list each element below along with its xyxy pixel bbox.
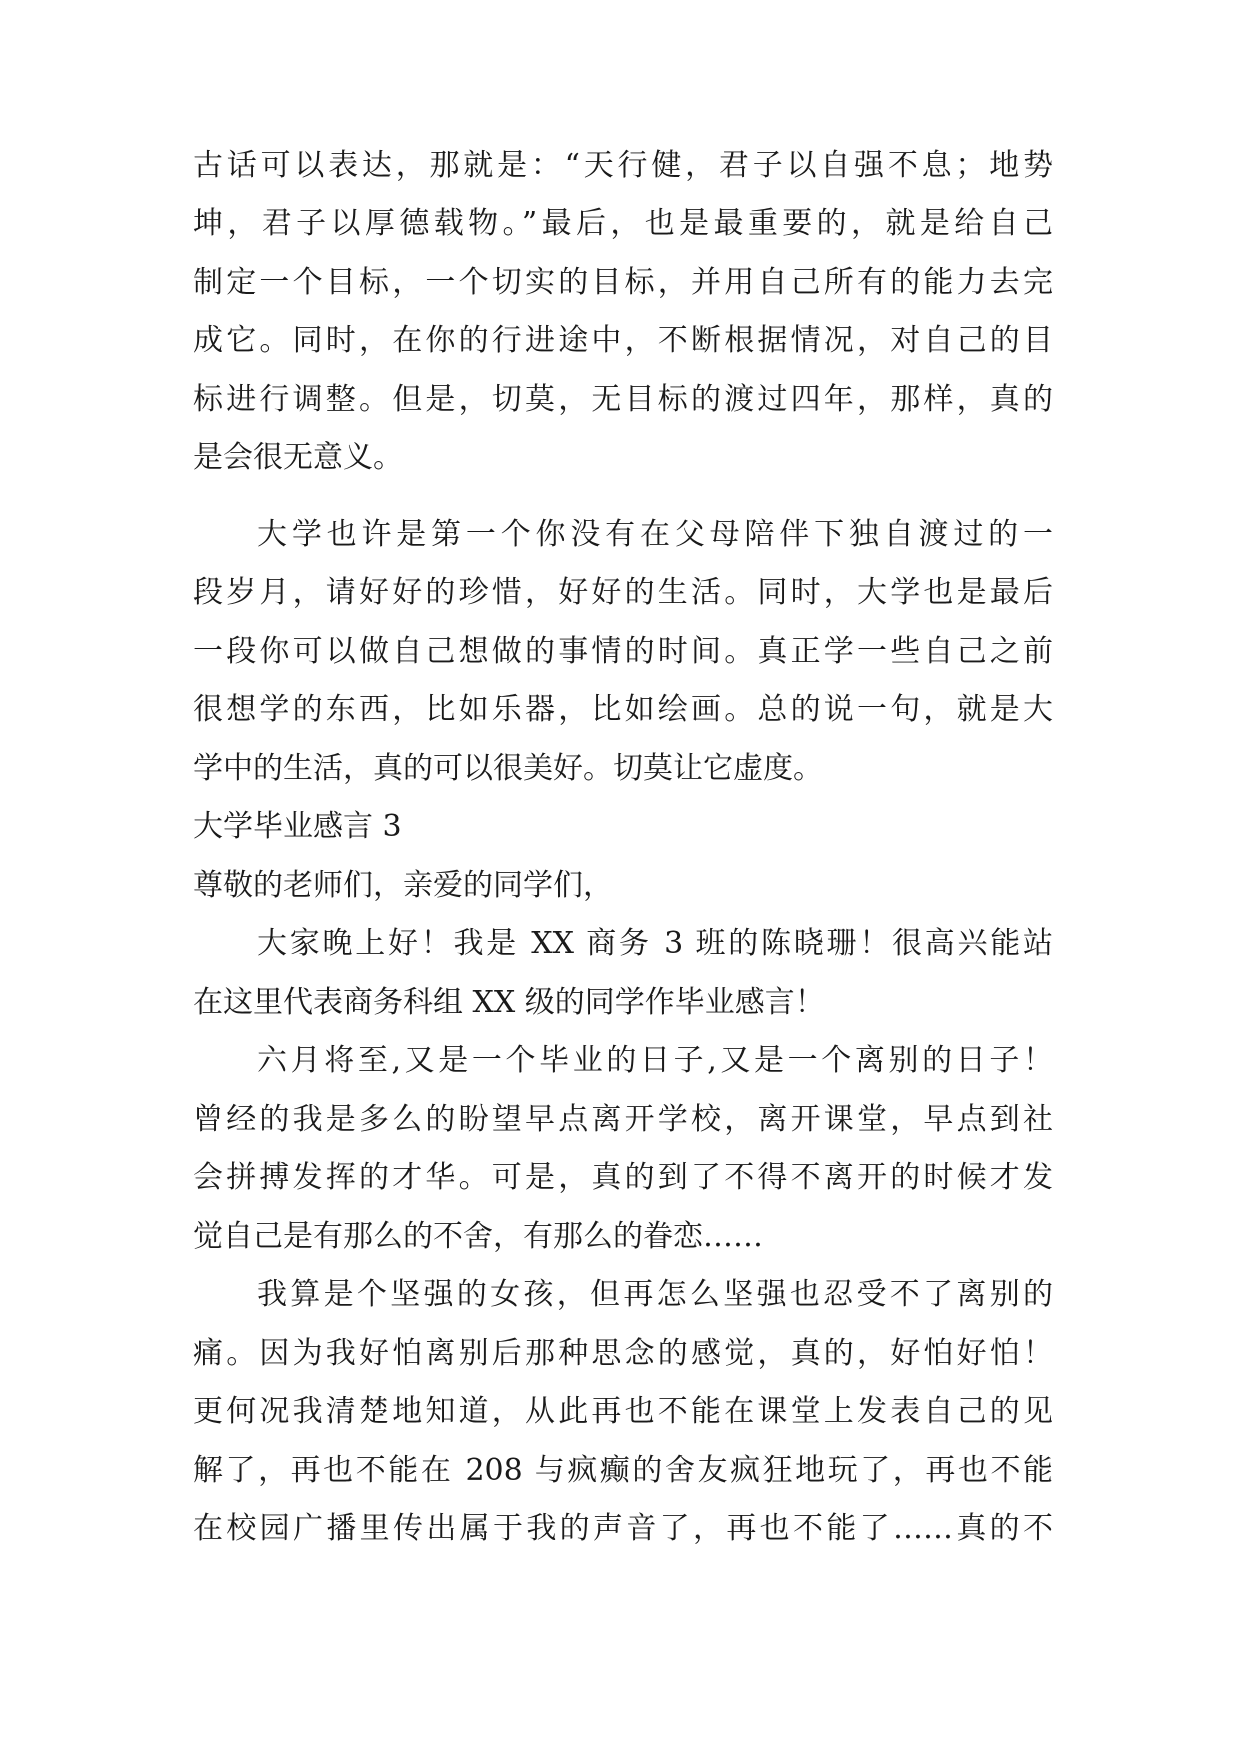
text-line: 学中的生活，真的可以很美好。切莫让它虚度。 [193,751,823,786]
text-line: 解了，再也不能在 208 与疯癫的舍友疯狂地玩了，再也不能 [193,1453,1053,1488]
text-line: 坤，君子以厚德载物。”最后，也是最重要的，就是给自己 [193,206,1053,241]
text-line: 曾经的我是多么的盼望早点离开学校，离开课堂，早点到社 [193,1102,1053,1137]
text-line: 痛。因为我好怕离别后那种思念的感觉，真的，好怕好怕！ [193,1336,1053,1371]
text-line: 在这里代表商务科组 XX 级的同学作毕业感言！ [193,985,825,1020]
text-line: 更何况我清楚地知道，从此再也不能在课堂上发表自己的见 [193,1394,1053,1429]
section-title: 大学毕业感言 3 [193,809,402,844]
text-line: 标进行调整。但是，切莫，无目标的渡过四年，那样，真的 [193,382,1053,417]
text-line: 在校园广播里传出属于我的声音了，再也不能了……真的不 [193,1511,1053,1546]
text-line: 觉自己是有那么的不舍，有那么的眷恋…… [193,1219,763,1254]
text-line: 制定一个目标，一个切实的目标，并用自己所有的能力去完 [193,265,1053,300]
text-line: 一段你可以做自己想做的事情的时间。真正学一些自己之前 [193,634,1053,669]
text-line: 我算是个坚强的女孩，但再怎么坚强也忍受不了离别的 [257,1277,1053,1312]
text-line: 很想学的东西，比如乐器，比如绘画。总的说一句，就是大 [193,692,1053,727]
text-line: 会拼搏发挥的才华。可是，真的到了不得不离开的时候才发 [193,1160,1053,1195]
text-line: 是会很无意义。 [193,440,403,475]
text-line: 六月将至,又是一个毕业的日子,又是一个离别的日子！ [257,1043,1053,1078]
text-line: 大学也许是第一个你没有在父母陪伴下独自渡过的一 [257,517,1053,552]
text-line: 成它。同时，在你的行进途中，不断根据情况，对自己的目 [193,323,1053,358]
text-line: 大家晚上好！我是 XX 商务 3 班的陈晓珊！很高兴能站 [257,926,1053,961]
text-line: 段岁月，请好好的珍惜，好好的生活。同时，大学也是最后 [193,575,1053,610]
salutation: 尊敬的老师们，亲爱的同学们， [193,868,613,903]
text-line: 古话可以表达，那就是：“天行健，君子以自强不息；地势 [193,148,1053,183]
